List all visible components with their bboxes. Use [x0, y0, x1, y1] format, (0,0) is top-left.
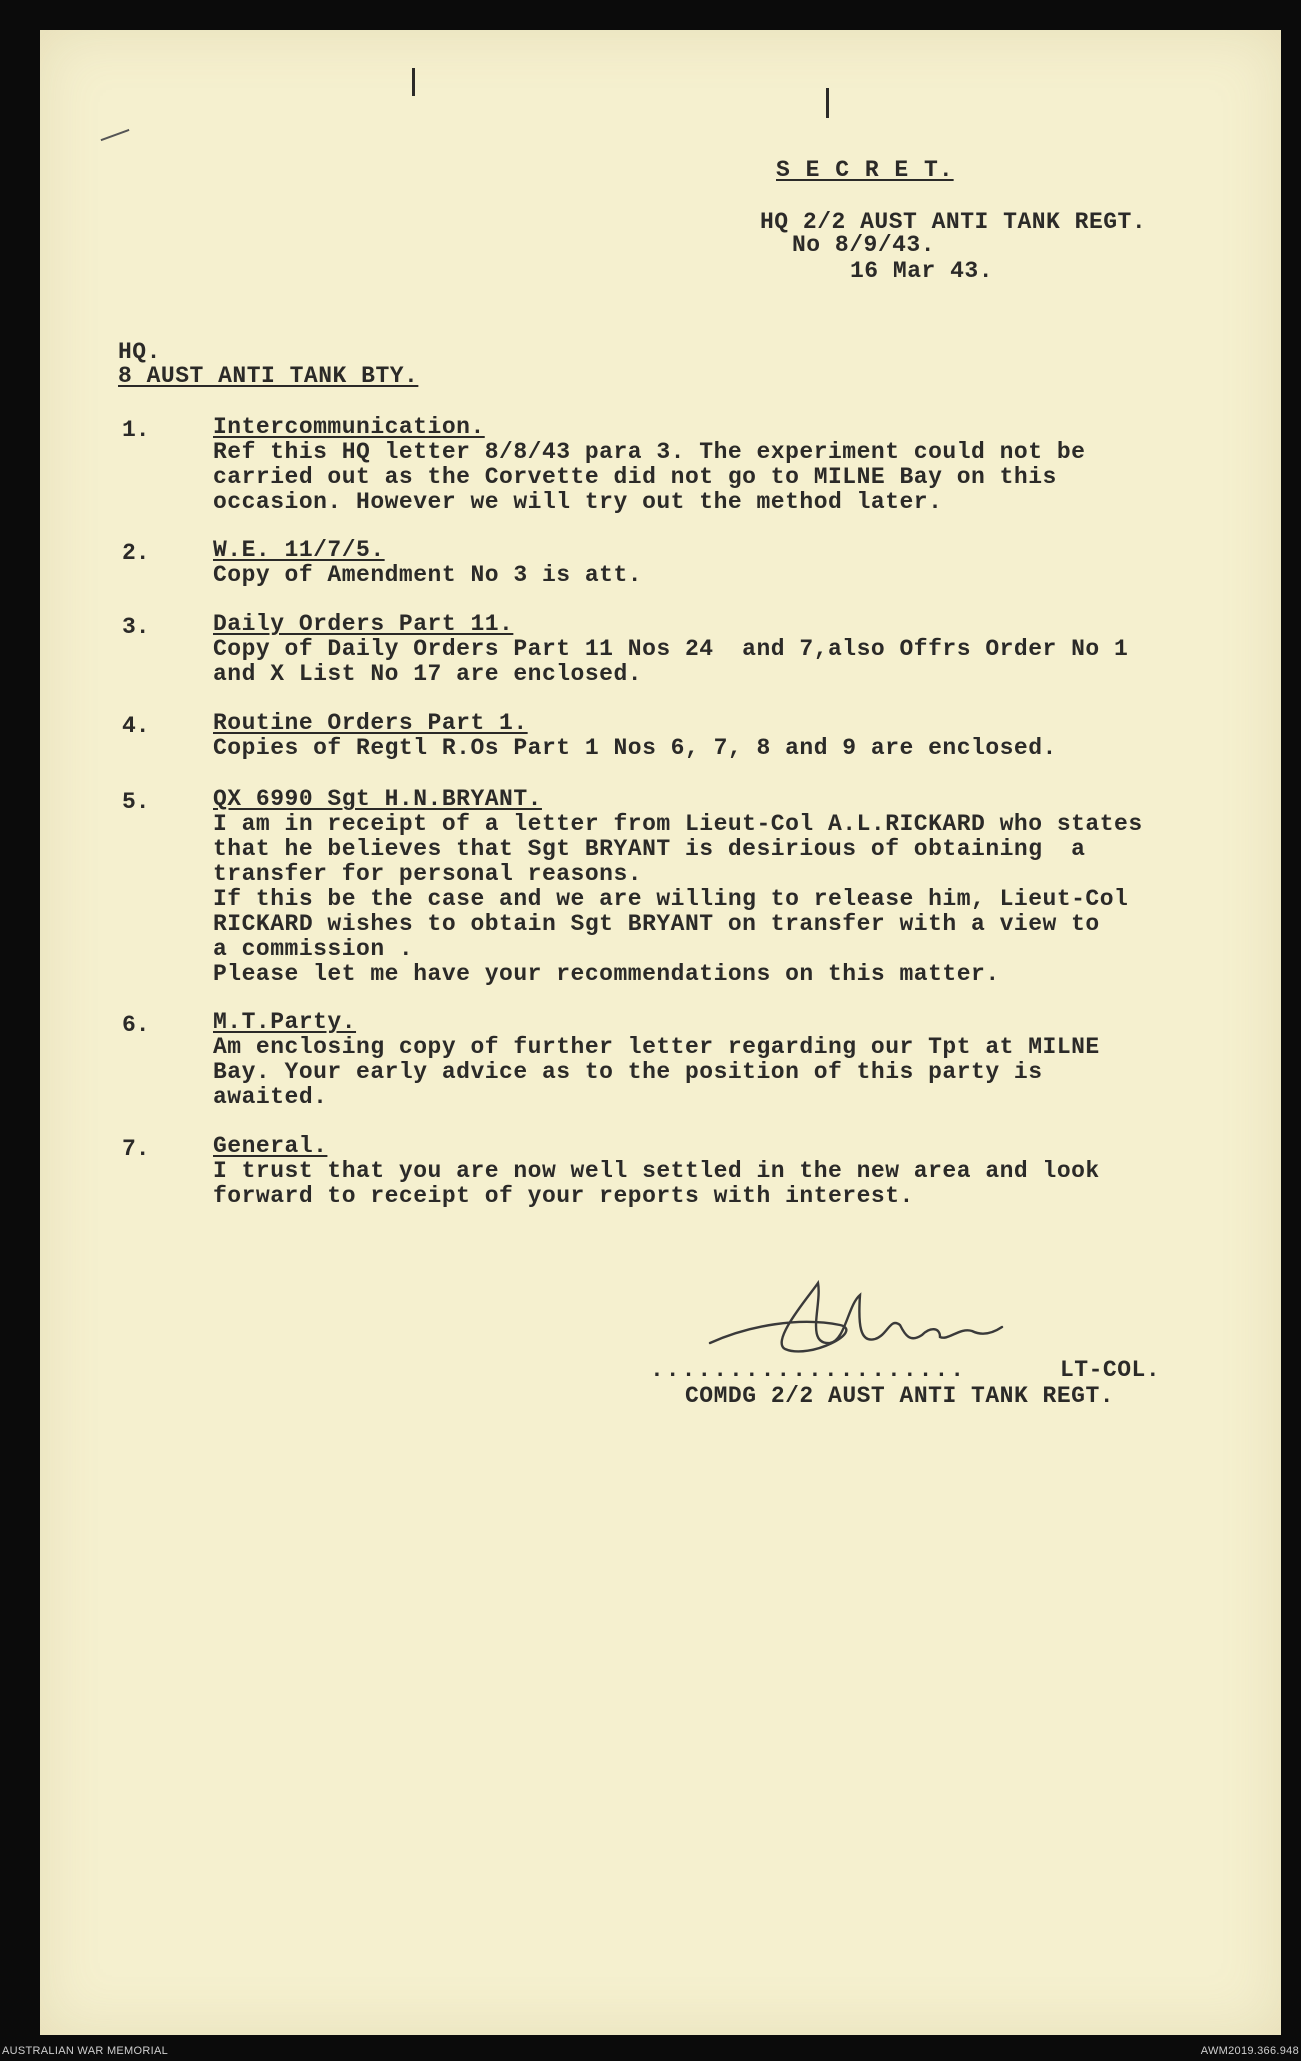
punch-mark-left [412, 68, 415, 96]
paragraph-line: Copies of Regtl R.Os Part 1 Nos 6, 7, 8 and 9 are enclosed. [213, 735, 1057, 761]
paragraph-heading: General. [213, 1133, 328, 1159]
classification-heading: S E C R E T. [776, 157, 954, 183]
paragraph-heading: Daily Orders Part 11. [213, 611, 514, 637]
from-line: HQ 2/2 AUST ANTI TANK REGT. [760, 209, 1147, 235]
reference-number: No 8/9/43. [792, 232, 936, 258]
paragraph-number: 5. [122, 789, 150, 815]
paragraph-line: a commission . [213, 936, 414, 962]
paragraph-line: forward to receipt of your reports with interest. [213, 1183, 914, 1209]
paragraph-heading: Intercommunication. [213, 414, 485, 440]
paragraph-number: 1. [122, 417, 150, 443]
signatory-title: COMDG 2/2 AUST ANTI TANK REGT. [685, 1383, 1115, 1409]
addressee-line-2: 8 AUST ANTI TANK BTY. [118, 363, 419, 389]
paragraph-line: carried out as the Corvette did not go to MILNE Bay on this [213, 464, 1057, 490]
paragraph-number: 3. [122, 614, 150, 640]
paragraph-number: 6. [122, 1012, 150, 1038]
paragraph-number: 2. [122, 540, 150, 566]
paragraph-heading: M.T.Party. [213, 1009, 357, 1035]
addressee-line-1: HQ. [118, 339, 161, 365]
paragraph-heading: QX 6990 Sgt H.N.BRYANT. [213, 786, 542, 812]
paragraph-line: Copy of Amendment No 3 is att. [213, 562, 643, 588]
paragraph-heading: Routine Orders Part 1. [213, 710, 528, 736]
punch-mark-right [826, 88, 829, 118]
paragraph-line: Ref this HQ letter 8/8/43 para 3. The experiment could not be [213, 439, 1086, 465]
paragraph-line: that he believes that Sgt BRYANT is desirious of obtaining a [213, 836, 1086, 862]
paragraph-line: and X List No 17 are enclosed. [213, 661, 643, 687]
signature-dotted-line: .................... [650, 1357, 967, 1383]
paragraph-line: I trust that you are now well settled in the new area and look [213, 1158, 1100, 1184]
paragraph-heading: W.E. 11/7/5. [213, 537, 385, 563]
paragraph-line: awaited. [213, 1084, 328, 1110]
footer-source: AUSTRALIAN WAR MEMORIAL [2, 2045, 169, 2057]
footer-accession-number: AWM2019.366.948 [1200, 2045, 1299, 2057]
paragraph-line: I am in receipt of a letter from Lieut-Col A.L.RICKARD who states [213, 811, 1143, 837]
paragraph-line: transfer for personal reasons. [213, 861, 643, 887]
paragraph-line: Please let me have your recommendations on this matter. [213, 961, 1000, 987]
document-date: 16 Mar 43. [850, 258, 994, 284]
pencil-tick-mark [101, 129, 130, 141]
paragraph-number: 7. [122, 1136, 150, 1162]
paragraph-line: Copy of Daily Orders Part 11 Nos 24 and 7,also Offrs Order No 1 [213, 636, 1129, 662]
paragraph-line: occasion. However we will try out the method later. [213, 489, 943, 515]
paragraph-line: If this be the case and we are willing to release him, Lieut-Col [213, 886, 1129, 912]
paragraph-line: RICKARD wishes to obtain Sgt BRYANT on transfer with a view to [213, 911, 1100, 937]
paragraph-number: 4. [122, 713, 150, 739]
paragraph-line: Am enclosing copy of further letter regarding our Tpt at MILNE [213, 1034, 1100, 1060]
paragraph-line: Bay. Your early advice as to the position of this party is [213, 1059, 1043, 1085]
signatory-rank: LT-COL. [1060, 1357, 1161, 1383]
